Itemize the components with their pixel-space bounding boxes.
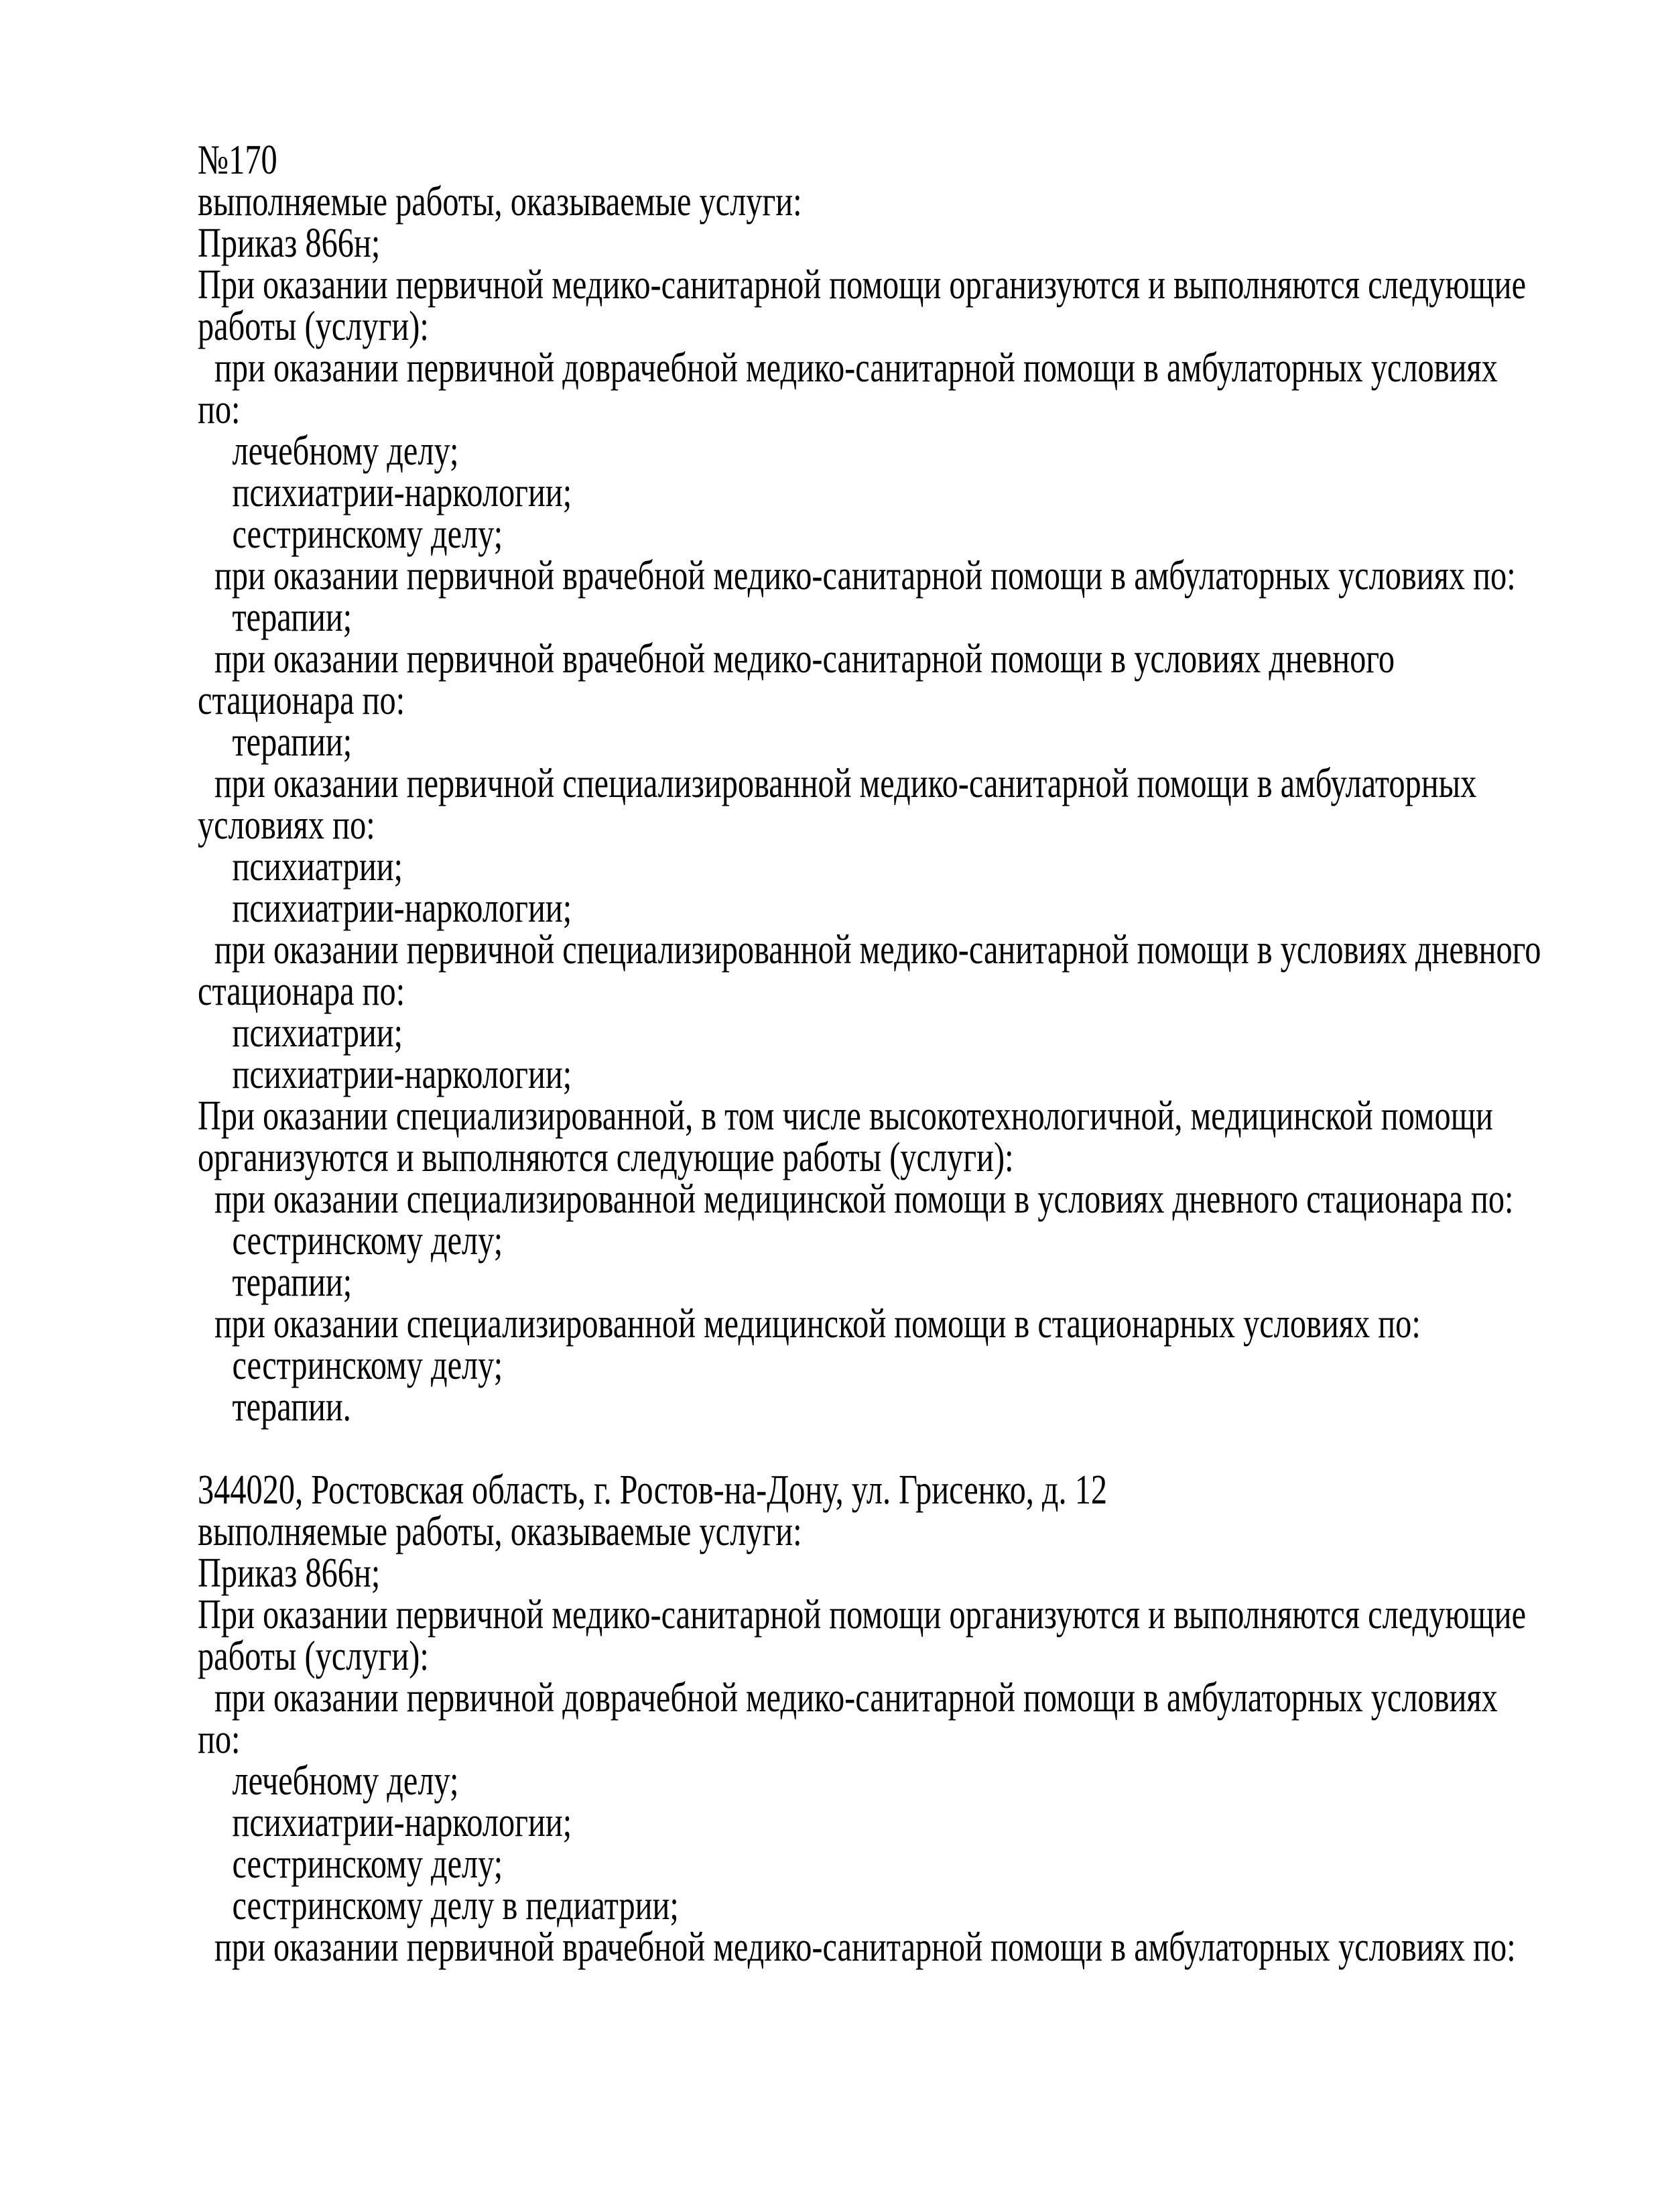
text-line: психиатрии;: [232, 1010, 403, 1056]
text-line: Приказ 866н;: [198, 1550, 381, 1596]
text-line: Приказ 866н;: [198, 221, 381, 266]
text-line: психиатрии-наркологии;: [232, 885, 572, 931]
text-line: при оказании первичной специализированной медико-санитарной помощи в амбулаторных: [214, 761, 1477, 806]
text-line: при оказании первичной доврачебной медико-санитарной помощи в амбулаторных условиях: [214, 345, 1498, 391]
text-line: терапии;: [232, 719, 353, 765]
text-line: №170: [198, 137, 277, 183]
text-line: сестринскому делу;: [232, 511, 503, 557]
text-line: при оказании первичной врачебной медико-санитарной помощи в амбулаторных условиях по:: [214, 1924, 1516, 1970]
blank-line: [198, 1428, 1332, 1469]
text-line: стационара по:: [198, 969, 405, 1014]
text-line: терапии;: [232, 1259, 353, 1305]
text-line: при оказании первичной специализированной медико-санитарной помощи в условиях дневного: [214, 927, 1541, 973]
text-line: организуются и выполняются следующие работы (услуги):: [198, 1135, 1014, 1180]
text-line: выполняемые работы, оказываемые услуги:: [198, 1509, 802, 1554]
text-line: психиатрии;: [232, 844, 403, 889]
text-line: психиатрии-наркологии;: [232, 1052, 572, 1097]
text-line: сестринскому делу;: [232, 1218, 503, 1264]
text-line: работы (услуги):: [198, 1634, 429, 1679]
text-line: сестринскому делу;: [232, 1343, 503, 1388]
text-line: при оказании первичной доврачебной медико-санитарной помощи в амбулаторных условиях: [214, 1675, 1498, 1721]
text-line: лечебному делу;: [232, 428, 459, 474]
text-line: по:: [198, 1717, 241, 1762]
text-line: При оказании первичной медико-санитарной помощи организуются и выполняются следующие: [198, 1592, 1527, 1638]
text-line: работы (услуги):: [198, 304, 429, 349]
text-line: психиатрии-наркологии;: [232, 1800, 572, 1845]
text-line: сестринскому делу;: [232, 1841, 503, 1887]
text-line: выполняемые работы, оказываемые услуги:: [198, 179, 802, 225]
text-line: при оказании специализированной медицинской помощи в стационарных условиях по:: [214, 1301, 1421, 1347]
text-line: при оказании первичной врачебной медико-санитарной помощи в амбулаторных условиях по:: [214, 553, 1516, 599]
text-line: условиях по:: [198, 802, 375, 848]
text-line: при оказании специализированной медицинской помощи в условиях дневного стационара по:: [214, 1176, 1514, 1222]
text-line: 344020, Ростовская область, г. Ростов-на-Дону, ул. Грисенко, д. 12: [198, 1467, 1108, 1513]
document-body: [198, 139, 1652, 1968]
text-line: При оказании специализированной, в том числе высокотехнологичной, медицинской помощи: [198, 1093, 1493, 1139]
text-line: при оказании первичной врачебной медико-санитарной помощи в условиях дневного: [214, 636, 1395, 682]
text-line: терапии;: [232, 595, 353, 640]
text-line: стационара по:: [198, 678, 405, 723]
text-line: терапии.: [232, 1384, 351, 1430]
text-line: по:: [198, 387, 241, 432]
text-line: лечебному делу;: [232, 1758, 459, 1804]
text-line: сестринскому делу в педиатрии;: [232, 1883, 679, 1928]
text-line: психиатрии-наркологии;: [232, 470, 572, 515]
text-line: При оказании первичной медико-санитарной помощи организуются и выполняются следующие: [198, 262, 1527, 308]
